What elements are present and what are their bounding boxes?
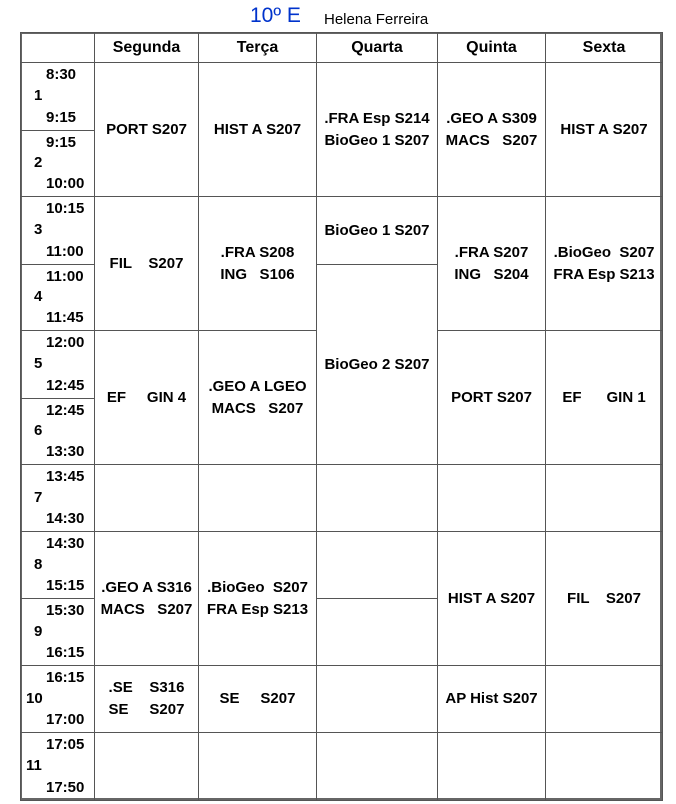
- lesson-cell: .GEO A LGEO MACS S207: [198, 330, 317, 465]
- period-end-time: 15:15: [46, 577, 85, 594]
- period-end-time: 17:50: [46, 779, 85, 796]
- period-number: 9: [34, 622, 43, 640]
- period-end-time: 14:30: [46, 510, 85, 527]
- day-header: Sexta: [545, 32, 663, 63]
- lesson-cell: BioGeo 1 S207: [316, 196, 438, 265]
- empty-cell: [437, 464, 546, 532]
- corner-cell: [20, 32, 95, 63]
- period-end-time: 16:15: [46, 644, 85, 661]
- empty-cell: [545, 732, 663, 801]
- period-end-time: 17:00: [46, 711, 85, 728]
- lesson-cell: .BioGeo S207 FRA Esp S213: [545, 196, 663, 331]
- period-number: 5: [34, 355, 43, 372]
- lesson-cell: HIST A S207: [437, 531, 546, 666]
- lesson-cell: .FRA S208 ING S106: [198, 196, 317, 331]
- lesson-cell: SE S207: [198, 665, 317, 733]
- period-number: 2: [34, 154, 43, 171]
- empty-cell: [545, 464, 663, 532]
- teacher-name: Helena Ferreira: [324, 11, 429, 28]
- period-end-time: 11:45: [46, 309, 84, 326]
- lesson-cell: PORT S207: [94, 62, 199, 197]
- lesson-cell: FIL S207: [545, 531, 663, 666]
- period-start-time: 10:15: [46, 200, 85, 217]
- period-end-time: 12:45: [46, 377, 85, 394]
- period-divider: [20, 264, 94, 265]
- period-start-time: 12:45: [46, 402, 85, 419]
- lesson-cell: .GEO A S316 MACS S207: [94, 531, 199, 666]
- lesson-cell: FIL S207: [94, 196, 199, 331]
- day-header: Terça: [198, 32, 317, 63]
- lesson-cell: EF GIN 4: [94, 330, 199, 465]
- empty-cell: [316, 598, 438, 666]
- period-end-time: 11:00: [46, 243, 84, 260]
- empty-cell: [316, 665, 438, 733]
- period-number: 8: [34, 555, 43, 573]
- empty-cell: [94, 732, 199, 801]
- empty-cell: [198, 464, 317, 532]
- empty-cell: [316, 732, 438, 801]
- lesson-cell: .FRA Esp S214 BioGeo 1 S207: [316, 62, 438, 197]
- empty-cell: [198, 732, 317, 801]
- period-number: 11: [26, 757, 42, 774]
- period-start-time: 13:45: [46, 468, 85, 485]
- period-divider: [20, 598, 94, 599]
- class-name: 10º E: [250, 4, 301, 27]
- lesson-cell: PORT S207: [437, 330, 546, 465]
- day-header: Quinta: [437, 32, 546, 63]
- period-divider: [20, 130, 94, 131]
- lesson-cell: .BioGeo S207 FRA Esp S213: [198, 531, 317, 666]
- period-start-time: 17:05: [46, 736, 85, 753]
- empty-cell: [94, 464, 199, 532]
- lesson-cell: .SE S316 SE S207: [94, 665, 199, 733]
- period-number: 7: [34, 488, 43, 506]
- lesson-cell: HIST A S207: [198, 62, 317, 197]
- period-start-time: 14:30: [46, 535, 85, 552]
- period-end-time: 13:30: [46, 443, 85, 460]
- period-end-time: 9:15: [46, 109, 77, 126]
- period-start-time: 8:30: [46, 66, 77, 83]
- period-number: 10: [26, 689, 43, 707]
- empty-cell: [316, 531, 438, 599]
- period-start-time: 12:00: [46, 334, 85, 351]
- period-divider: [20, 398, 94, 399]
- period-number: 3: [34, 221, 43, 238]
- lesson-cell: HIST A S207: [545, 62, 663, 197]
- empty-cell: [316, 464, 438, 532]
- empty-cell: [437, 732, 546, 801]
- lesson-cell: .FRA S207 ING S204: [437, 196, 546, 331]
- period-start-time: 9:15: [46, 134, 77, 151]
- period-start-time: 15:30: [46, 602, 85, 619]
- lesson-cell: EF GIN 1: [545, 330, 663, 465]
- period-start-time: 11:00: [46, 268, 84, 285]
- day-header: Quarta: [316, 32, 438, 63]
- empty-cell: [545, 665, 663, 733]
- period-number: 1: [34, 87, 43, 104]
- lesson-cell: BioGeo 2 S207: [316, 264, 438, 465]
- period-end-time: 10:00: [46, 175, 85, 192]
- lesson-cell: .GEO A S309 MACS S207: [437, 62, 546, 197]
- period-number: 4: [34, 288, 43, 305]
- lesson-cell: AP Hist S207: [437, 665, 546, 733]
- day-header: Segunda: [94, 32, 199, 63]
- period-start-time: 16:15: [46, 669, 85, 686]
- period-number: 6: [34, 422, 43, 439]
